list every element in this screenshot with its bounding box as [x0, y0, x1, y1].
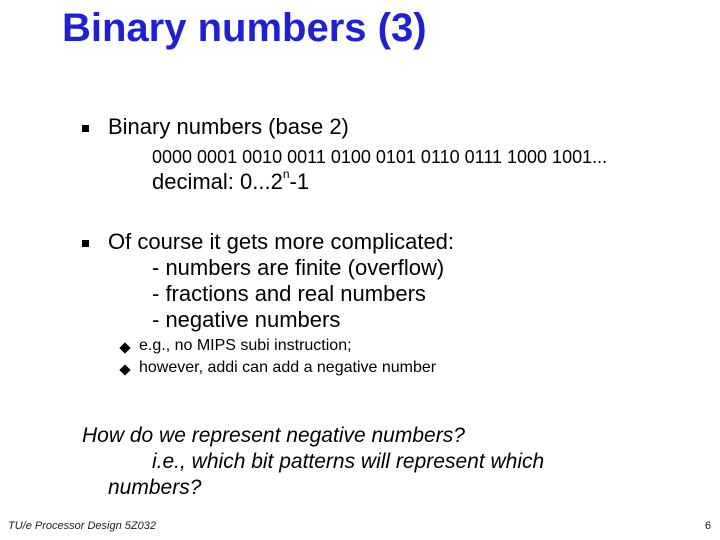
binary-sequence: 0000 0001 0010 0011 0100 0101 0110 0111 1000 1001...: [152, 147, 608, 167]
bullet-binary-numbers: Binary numbers (base 2): [108, 114, 349, 139]
complication-line: - negative numbers: [152, 307, 341, 332]
question-line: How do we represent negative numbers?: [82, 424, 465, 447]
decimal-exponent: n: [282, 167, 290, 181]
sub-bullet-addi: however, addi can add a negative number: [139, 359, 437, 376]
bullet-square-icon: [82, 240, 89, 247]
decimal-range: [152, 169, 309, 195]
question-line: numbers?: [108, 476, 202, 499]
decimal-suffix: -1: [289, 169, 310, 194]
page-number: 6: [705, 520, 712, 532]
slide-title: Binary numbers (3): [62, 6, 427, 50]
diamond-bullet-icon: [119, 342, 130, 353]
diamond-bullet-icon: [119, 364, 130, 375]
footer-course: TU/e Processor Design 5Z032: [8, 520, 156, 532]
sub-bullet-subi: e.g., no MIPS subi instruction;: [139, 337, 352, 354]
decimal-prefix: decimal: 0...2: [152, 169, 283, 194]
bullet-square-icon: [82, 125, 89, 132]
complication-line: - fractions and real numbers: [152, 281, 426, 306]
complication-line: - numbers are finite (overflow): [152, 255, 445, 280]
bullet-complicated: Of course it gets more complicated:: [108, 229, 455, 254]
question-line: i.e., which bit patterns will represent which: [152, 450, 545, 473]
